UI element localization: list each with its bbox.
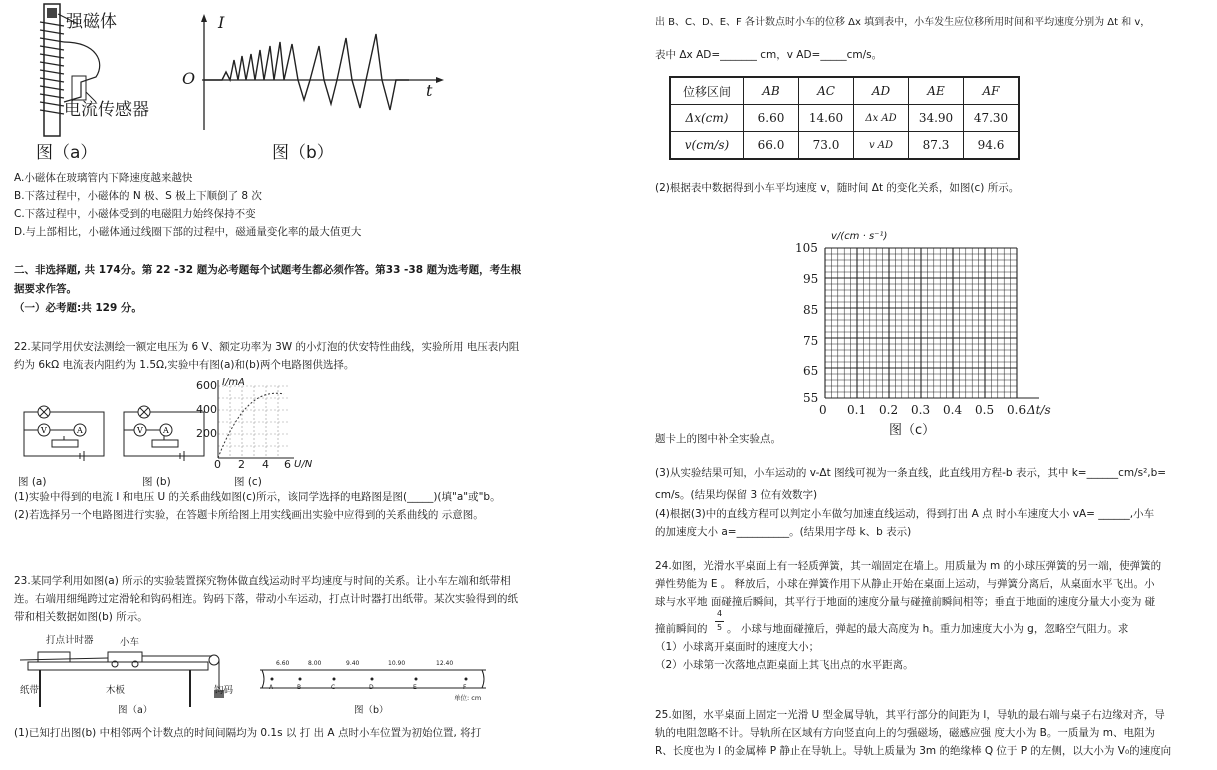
velocity-graph-ytick: 65 [803, 364, 819, 378]
velocity-graph-grid [823, 246, 1048, 401]
q22-line2: 约为 6kΩ 电流表内阻约为 1.5Ω,实验中有图(a)和(b)两个电路图供选择。 [14, 359, 355, 371]
table-cell: v AD [854, 132, 909, 160]
label-weight: 钩码 [214, 685, 234, 696]
figure-b-caption: 图（b） [272, 143, 334, 163]
r-sub3-line2: cm/s。(结果均保留 3 位有效数字) [655, 489, 818, 501]
section-title-line2: 据要求作答。 [14, 283, 77, 295]
velocity-graph-xtick: 0.3 [911, 403, 931, 417]
table-cell: 87.3 [909, 132, 964, 160]
q24-line1: 24.如图，光滑水平桌面上有一轻质弹簧，其一端固定在墙上。用质量为 m 的小球压弹簧的另一端，使弹簧的 [655, 560, 1162, 572]
table-header-cell: AB [744, 77, 799, 105]
velocity-graph-xtick: 0 [819, 403, 827, 417]
table-cell: 94.6 [964, 132, 1020, 160]
r-sub4-line2: 的加速度大小 a=__________。(结果用字母 k、b 表示) [655, 526, 912, 538]
table-cell: 66.0 [744, 132, 799, 160]
option-c: C.下落过程中，小磁体受到的电磁阻力始终保持不变 [14, 208, 256, 220]
tape-point-a: A [269, 684, 274, 691]
r-sub2: (2)根据表中数据得到小车平均速度 v，随时间 Δt 的变化关系，如图(c) 所示。 [655, 182, 1020, 194]
svg-text:A: A [77, 426, 83, 435]
table-header-cell: AF [964, 77, 1020, 105]
tape-point-f: F [463, 684, 467, 691]
svg-text:V: V [137, 426, 143, 435]
tape-point-b: B [297, 684, 302, 691]
tape-point-e: E [413, 684, 417, 691]
tape-gap-bc: 8.00 [308, 660, 322, 667]
q22-caption-a: 图 (a) [18, 476, 47, 488]
label-cart: 小车 [120, 637, 140, 648]
table-row [670, 105, 1019, 132]
q24-line4-pre: 撞前瞬间的 [655, 623, 708, 635]
velocity-graph-xtick: 0.6 [1007, 403, 1027, 417]
axis-label-i: I [218, 13, 225, 32]
iu-graph-xtick-0: 0 [214, 458, 221, 471]
option-d: D.与上部相比，小磁体通过线圈下部的过程中，磁通量变化率的最大值更大 [14, 226, 362, 238]
velocity-graph-xtick: 0.2 [879, 403, 899, 417]
iu-graph-ylabel: I/mA [222, 377, 245, 388]
label-strong-magnet: 强磁体 [66, 12, 117, 32]
q22-sub1: (1)实验中得到的电流 I 和电压 U 的关系曲线如图(c)所示，该同学选择的电路图是图(_____)(填"a"或"b。 [14, 491, 501, 503]
q24-fraction-den: 5 [717, 623, 723, 632]
data-table [669, 76, 1020, 160]
table-cell: 47.30 [964, 105, 1020, 132]
q22-sub2: (2)若选择另一个电路图进行实验，在答题卡所给图上用实线画出实验中应得到的关系曲线的 示意图。 [14, 509, 484, 521]
q23-line1: 23.某同学利用如图(a) 所示的实验装置探究物体做直线运动时平均速度与时间的关系。让小车左端和纸带相 [14, 575, 511, 587]
tape-gap-cd: 9.40 [346, 660, 360, 667]
table-cell: v(cm/s) [670, 132, 744, 160]
option-b: B.下落过程中，小磁体的 N 极、S 极上下顺倒了 8 次 [14, 190, 262, 202]
q22-caption-b: 图 (b) [142, 476, 171, 488]
q24-line4-post: 。 小球与地面碰撞后，弹起的最大高度为 h。重力加速度大小为 g，忽略空气阻力。求 [727, 623, 1129, 635]
iu-graph-ytick-600: 600 [196, 379, 217, 392]
table-cell: 34.90 [909, 105, 964, 132]
label-timer: 打点计时器 [46, 635, 94, 646]
figure-b-current-graph [174, 10, 454, 145]
q24-sub2: （2）小球第一次落地点距桌面上其飞出点的水平距离。 [655, 659, 914, 671]
q22-caption-c: 图 (c) [234, 476, 262, 488]
q24-fraction-bar [715, 621, 724, 622]
tape-gap-de: 10.90 [388, 660, 406, 667]
table-row [670, 77, 1019, 105]
svg-text:V: V [41, 426, 47, 435]
q23-caption-a: 图（a） [118, 705, 153, 716]
q25-line1: 25.如图，水平桌面上固定一光滑 U 型金属导轨，其平行部分的间距为 l，导轨的最右端与桌子右边缘对齐，导 [655, 709, 1165, 721]
r-line1: 出 B、C、D、E、F 各计数点时小车的位移 Δx 填到表中，小车发生应位移所用时间和平均速度分别为 Δt 和 v， [655, 17, 1151, 28]
axis-origin-o: O [182, 69, 196, 88]
velocity-graph-xtick: 0.5 [975, 403, 995, 417]
r-line2: 表中 Δx AD=_______ cm，v AD=_____cm/s。 [655, 49, 883, 61]
table-cell: Δx AD [854, 105, 909, 132]
iu-graph-xtick-6: 6 [284, 458, 291, 471]
velocity-graph-caption: 图（c） [889, 423, 936, 438]
q22-line1: 22.某同学用伏安法测绘一额定电压为 6 V、额定功率为 3W 的小灯泡的伏安特性曲线，实验所用 电压表内阻 [14, 341, 520, 353]
velocity-graph-ytick: 55 [803, 391, 819, 405]
q23-line3: 带和相关数据如图(b) 所示。 [14, 611, 148, 623]
table-cell: 73.0 [799, 132, 854, 160]
axis-label-t: t [426, 81, 433, 100]
tape-point-c: C [331, 684, 336, 691]
r-sub4-line1: (4)根据(3)中的直线方程可以判定小车做匀加速直线运动，得到打出 A 点 时小车速度大小 vA= ______,小车 [655, 508, 1155, 520]
q23-caption-b: 图（b） [354, 705, 389, 716]
velocity-graph-xlabel: Δt/s [1027, 403, 1051, 417]
table-header-cell: AD [854, 77, 909, 105]
label-board: 木板 [106, 685, 126, 696]
q24-line2: 弹性势能为 E 。 释放后，小球在弹簧作用下从静止开始在桌面上运动，与弹簧分离后，从桌面水平飞出。小 [655, 578, 1155, 590]
velocity-graph-ytick: 95 [803, 272, 819, 286]
required-section: （一）必考题:共 129 分。 [14, 302, 142, 314]
q24-line3: 球与水平地 面碰撞后瞬间，其平行于地面的速度分量与碰撞前瞬间相等；垂直于地面的速度分量大小变为 碰 [655, 596, 1156, 608]
q24-sub1: （1）小球离开桌面时的速度大小； [655, 641, 820, 653]
r-complete: 题卡上的图中补全实验点。 [655, 433, 781, 445]
r-sub3-line1: (3)从实验结果可知，小车运动的 v-Δt 图线可视为一条直线，此直线用方程-b 表示，其中 k=______cm/s²,b= [655, 467, 1167, 479]
table-cell: 6.60 [744, 105, 799, 132]
label-tape: 纸带 [20, 685, 40, 696]
tape-point-d: D [369, 684, 374, 691]
circuit-diagram-a [20, 404, 110, 464]
velocity-graph-ytick: 85 [803, 303, 819, 317]
table-cell: Δx(cm) [670, 105, 744, 132]
tape-unit: 单位: cm [454, 694, 482, 702]
svg-text:A: A [163, 426, 169, 435]
section-title: 二、非选择题, 共 174分。第 22 -32 题为必考题每个试题考生都必须作答。第33 -38 题为选考题，考生根 [14, 264, 522, 276]
iu-graph-ytick-400: 400 [196, 403, 217, 416]
velocity-graph-ytick: 75 [803, 334, 819, 348]
velocity-graph-xtick: 0.1 [847, 403, 867, 417]
table-row [670, 132, 1019, 160]
q25-line2: 轨的电阻忽略不计。导轨所在区域有方向竖直向上的匀强磁场，磁感应强 度大小为 B。一质量为 m、电阻为 [655, 727, 1155, 739]
iu-graph-ytick-200: 200 [196, 427, 217, 440]
q23-line2: 连。右端用细绳跨过定滑轮和钩码相连。钩码下落，带动小车运动，打点计时器打出纸带。某次实验得到的纸 [14, 593, 518, 605]
tape-gap-ef: 12.40 [436, 660, 454, 667]
q25-line3: R、长度也为 l 的金属棒 P 静止在导轨上。导轨上质量为 3m 的绝缘棒 Q 位于 P 的左侧，以大小为 V₀的速度向 [655, 745, 1172, 757]
table-header-cell: 位移区间 [670, 77, 744, 105]
table-header-cell: AC [799, 77, 854, 105]
iu-graph-xtick-2: 2 [238, 458, 245, 471]
q24-fraction-num: 4 [717, 609, 723, 618]
q23-sub1: (1)已知打出图(b) 中相邻两个计数点的时间间隔均为 0.1s 以 打 出 A 点时小车位置为初始位置, 将打 [14, 727, 482, 739]
iu-graph-xlabel: U/N [294, 459, 313, 470]
iu-graph-xtick-4: 4 [262, 458, 269, 471]
figure-a-caption: 图（a） [36, 143, 98, 163]
tape-gap-ab: 6.60 [276, 660, 290, 667]
velocity-graph-ylabel: v/(cm · s⁻¹) [831, 231, 888, 242]
velocity-graph-xtick: 0.4 [943, 403, 963, 417]
label-current-sensor: 电流传感器 [64, 100, 149, 120]
left-column [14, 0, 594, 770]
right-column [655, 0, 1203, 770]
table-header-cell: AE [909, 77, 964, 105]
velocity-graph-ytick: 105 [795, 241, 818, 255]
table-cell: 14.60 [799, 105, 854, 132]
option-a: A.小磁体在玻璃管内下降速度越来越快 [14, 172, 193, 184]
